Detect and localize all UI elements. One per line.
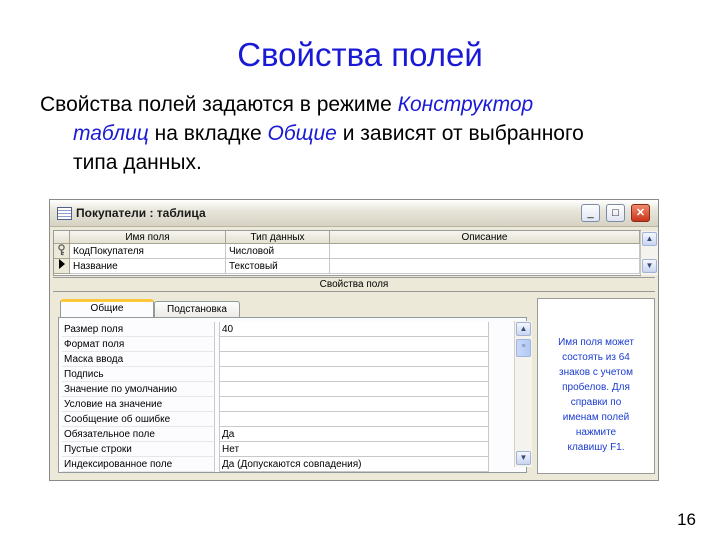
help-line: нажмите [575,427,617,438]
property-label: Обязательное поле [62,427,215,442]
table-design-window [49,199,659,481]
property-row [62,397,512,412]
para-em-tablic: таблиц [73,122,149,145]
slide-paragraph [40,90,680,177]
window-title: Покупатели : таблица [76,206,206,220]
scroll-down-icon[interactable]: ▼ [642,259,657,273]
scroll-thumb[interactable]: ≡ [516,339,531,357]
help-text [544,335,648,455]
table-icon [57,207,72,220]
grid-row-1-type[interactable]: Числовой [226,244,330,259]
property-label: Сообщение об ошибке [62,412,215,427]
help-line: состоять из 64 [562,352,630,363]
grid-corner [54,231,70,244]
property-row [62,367,512,382]
property-row [62,412,512,427]
property-label: Значение по умолчанию [62,382,215,397]
maximize-button[interactable]: □ [606,204,625,222]
help-line: Имя поля может [558,337,634,348]
para-line-2 [40,119,680,148]
property-row [62,457,512,472]
property-label: Индексированное поле [62,457,215,472]
property-value-validation-rule[interactable] [219,397,489,412]
help-line: знаков с учетом [559,367,633,378]
key-icon[interactable] [54,244,70,259]
property-label: Пустые строки [62,442,215,457]
properties-scrollbar[interactable] [514,321,532,467]
property-value-caption[interactable] [219,367,489,382]
grid-row-2-desc[interactable] [330,259,640,274]
para-text-3: и зависят от выбранного [336,122,584,145]
tab-lookup[interactable]: Подстановка [154,301,240,317]
row-pointer-icon[interactable] [54,259,70,274]
help-line: клавишу F1. [567,442,625,453]
tab-general[interactable]: Общие [60,299,154,317]
property-row [62,427,512,442]
grid-header-data-type[interactable]: Тип данных [226,231,330,244]
para-em-konstruktor: Конструктор [397,93,534,116]
property-value-format[interactable] [219,337,489,352]
help-line: пробелов. Для [562,382,630,393]
properties-panel [58,317,527,473]
property-value-required[interactable]: Да [219,427,489,442]
scroll-up-icon[interactable]: ▲ [516,322,531,336]
property-label: Формат поля [62,337,215,352]
slide-title: Свойства полей [237,36,483,73]
property-label: Подпись [62,367,215,382]
para-em-obshie: Общие [267,122,337,145]
help-line: именам полей [562,412,630,423]
para-line-3: типа данных. [73,151,202,174]
minimize-button[interactable]: _ [581,204,600,222]
property-value-field-size[interactable]: 40 [219,322,489,337]
grid-row-1-desc[interactable] [330,244,640,259]
window-titlebar[interactable] [50,200,658,227]
para-text-1: Свойства полей задаются в режиме [40,93,398,116]
help-panel [537,298,655,474]
property-row [62,352,512,367]
property-row [62,382,512,397]
field-properties-bar: Свойства поля [53,277,655,292]
para-text-2: на вкладке [148,122,268,145]
property-value-validation-text[interactable] [219,412,489,427]
property-value-allow-zero-length[interactable]: Нет [219,442,489,457]
property-row [62,337,512,352]
property-label: Маска ввода [62,352,215,367]
property-value-default[interactable] [219,382,489,397]
property-row [62,322,512,337]
property-value-input-mask[interactable] [219,352,489,367]
property-label: Размер поля [62,322,215,337]
grid-row-2-type[interactable]: Текстовый [226,259,330,274]
page-number: 16 [677,510,696,529]
property-row [62,442,512,457]
property-label: Условие на значение [62,397,215,412]
grid-header-description[interactable]: Описание [330,231,640,244]
help-line: справки по [570,397,622,408]
grid-scrollbar[interactable] [640,231,658,275]
scroll-up-icon[interactable]: ▲ [642,232,657,246]
property-value-indexed[interactable]: Да (Допускаются совпадения) [219,457,489,472]
field-grid [53,230,654,276]
scroll-down-icon[interactable]: ▼ [516,451,531,465]
grid-header-field-name[interactable]: Имя поля [70,231,226,244]
grid-row-2-name[interactable]: Название [70,259,226,274]
grid-row-1-name[interactable]: КодПокупателя [70,244,226,259]
close-button[interactable]: ✕ [631,204,650,222]
